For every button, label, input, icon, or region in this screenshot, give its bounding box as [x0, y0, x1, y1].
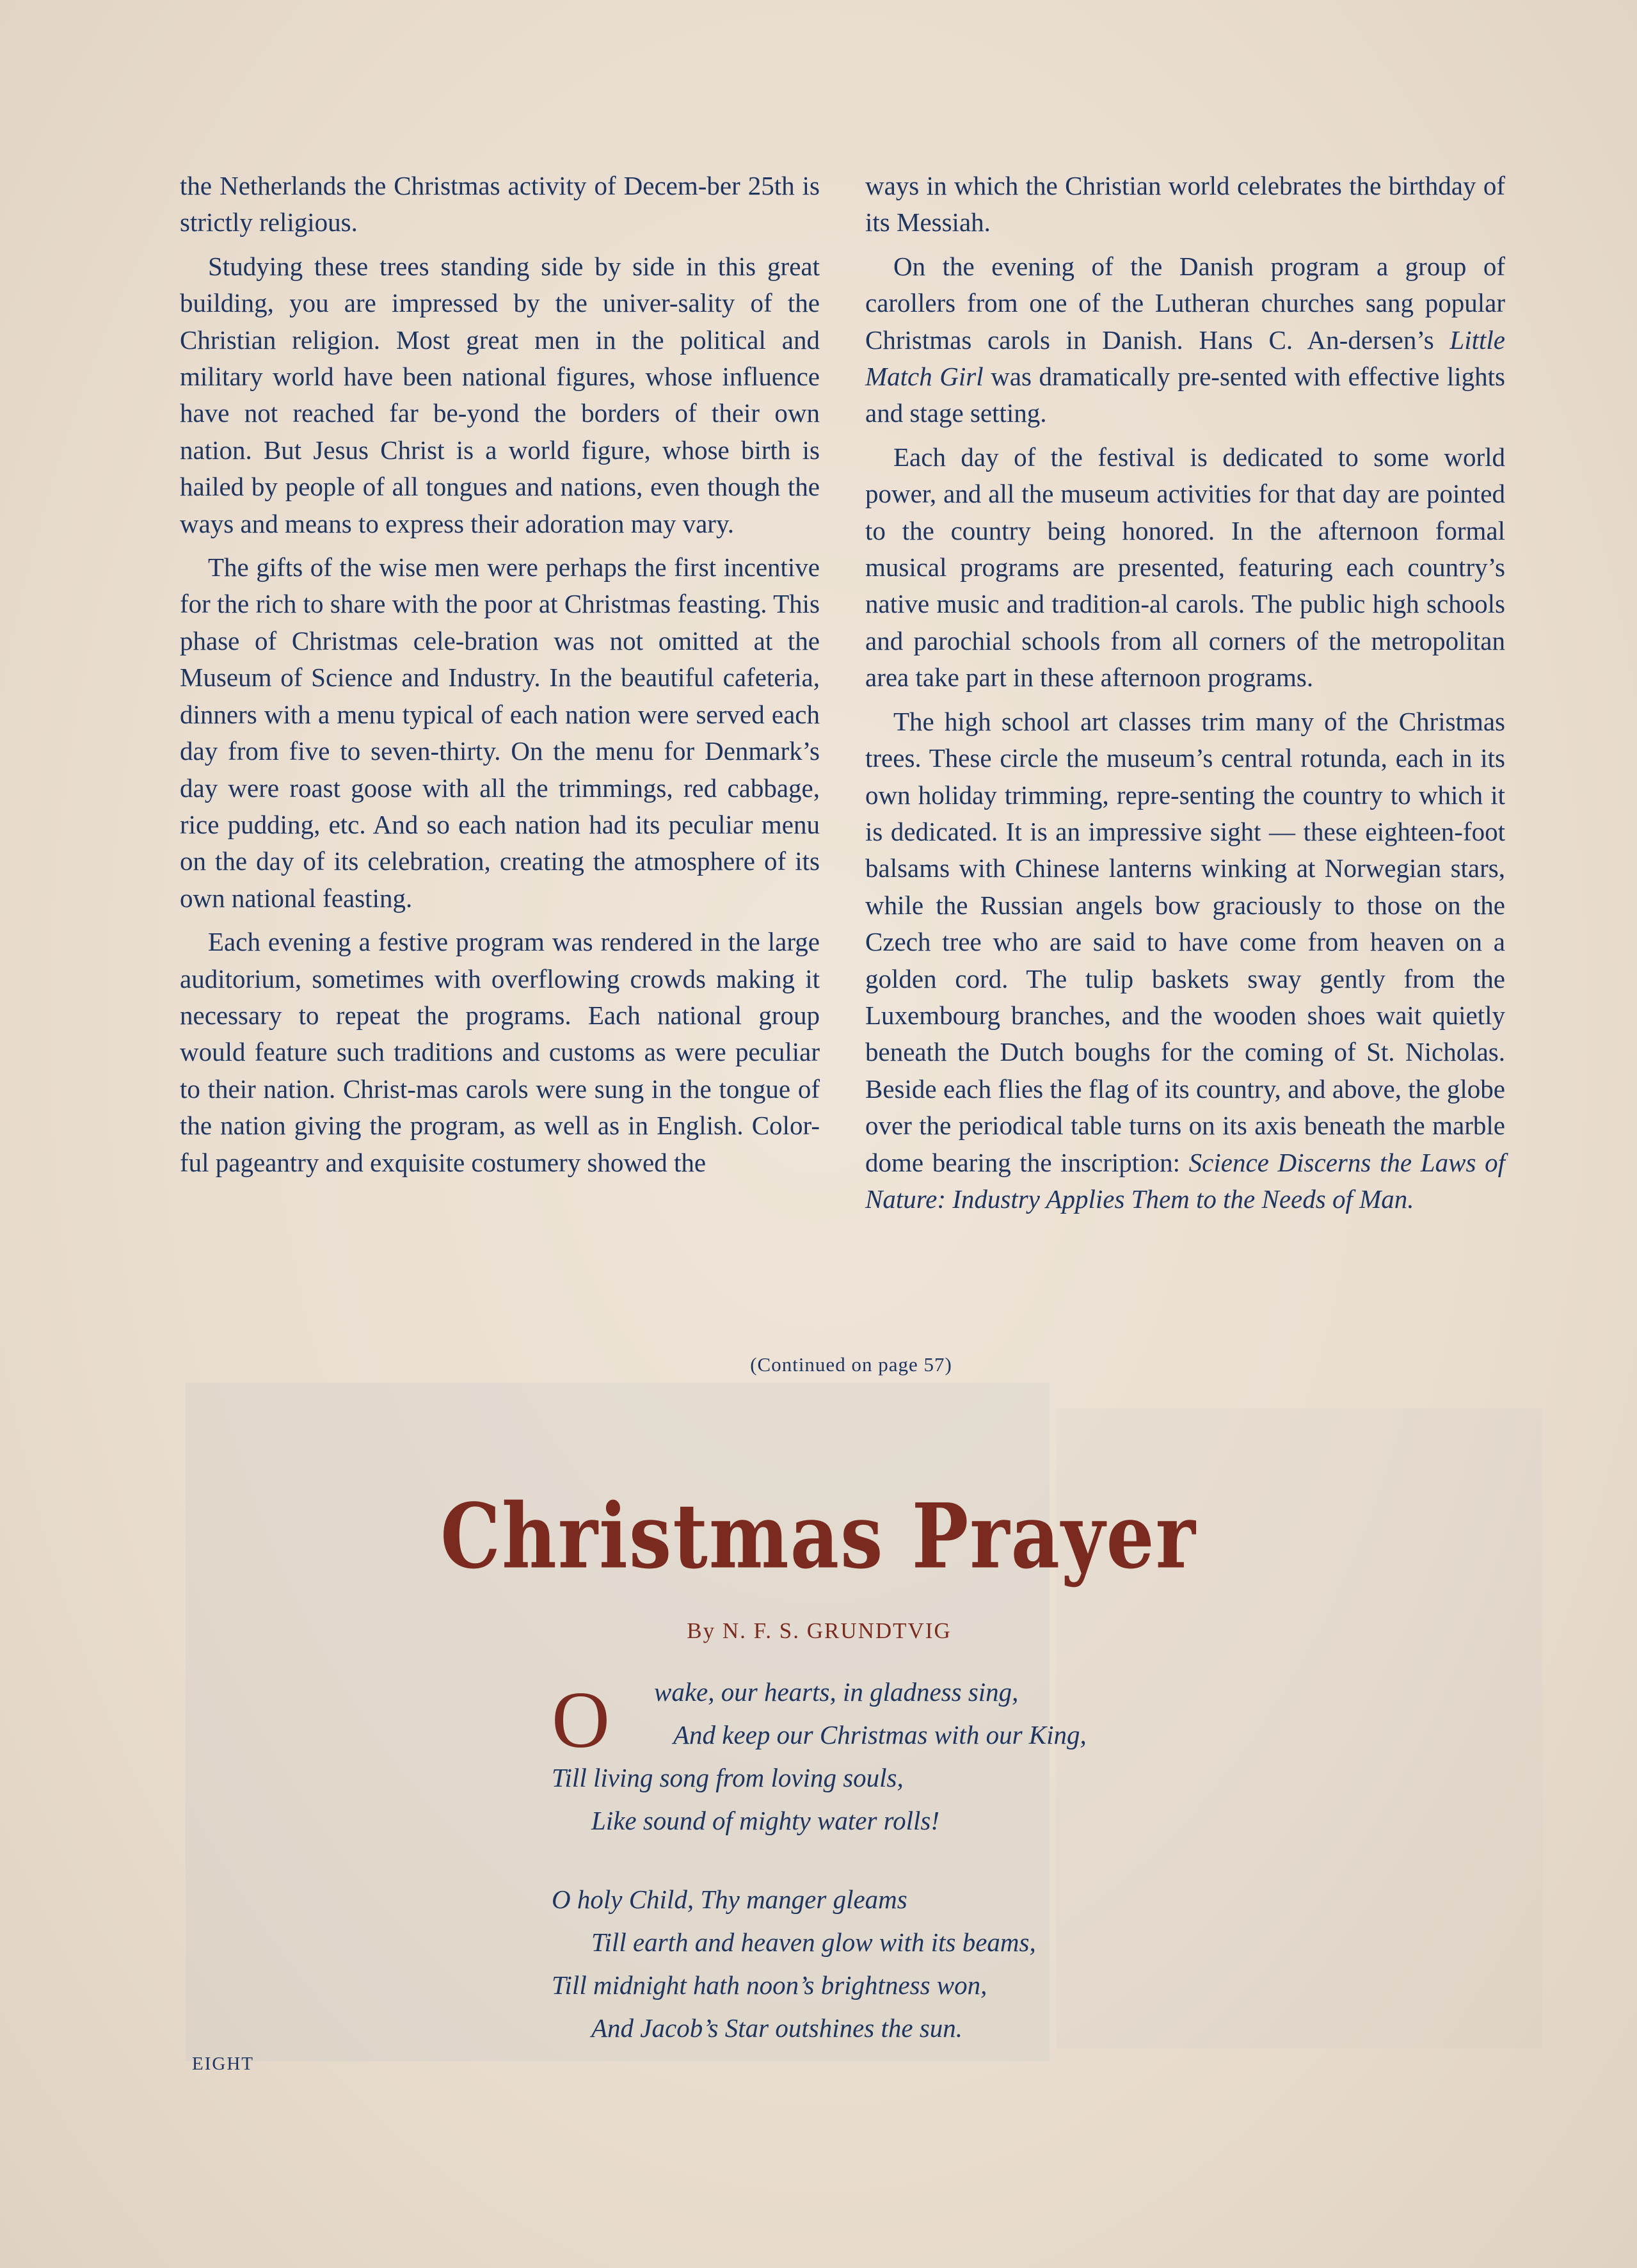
right-paragraph-2 [865, 248, 1505, 432]
right-paragraph-2-text-b: was dramatically pre-sented with effective lights and stage setting. [865, 362, 1505, 428]
drop-cap: O [552, 1676, 610, 1765]
poem-line: And keep our Christmas with our King, [673, 1720, 1087, 1749]
poem-line: And Jacob’s Star outshines the sun. [591, 2013, 963, 2043]
left-paragraph-1: the Netherlands the Christmas activity of Decem-ber 25th is strictly religious. [180, 171, 820, 237]
poem-stanza-1 [552, 1671, 1320, 1842]
poem-byline: By N. F. S. GRUNDTVIG [687, 1618, 952, 1643]
left-column [180, 168, 820, 1188]
museum-inscription: Science Discerns the Laws of Nature: Industry Applies Them to the Needs of Man. [865, 1147, 1505, 1214]
poem-line: Till earth and heaven glow with its beams, [591, 1927, 1036, 1957]
right-paragraph-4 [865, 704, 1505, 1218]
right-paragraph-3: Each day of the festival is dedicated to some world power, and all the museum activities for that day are pointed to the country being honored. In the afternoon formal musical programs are presented, featuring each country’s native music and tradition-al carols. The public high schools and parochial schools from all corners of the metropolitan area take part in these afternoon programs. [865, 442, 1505, 693]
poem-line: Like sound of mighty water rolls! [591, 1806, 939, 1835]
continued-note: (Continued on page 57) [750, 1353, 952, 1376]
poem-line: Till midnight hath noon’s brightness won, [552, 1970, 987, 2000]
poem-line: O holy Child, Thy manger gleams [552, 1885, 907, 1914]
poem-line: wake, our hearts, in gladness sing, [654, 1677, 1019, 1707]
poem-line: Till living song from loving souls, [552, 1763, 904, 1792]
right-column [865, 168, 1505, 1225]
right-paragraph-1: ways in which the Christian world celebrates the birthday of its Messiah. [865, 171, 1505, 237]
poem-title: Christmas Prayer [440, 1483, 1197, 1589]
poem-body [552, 1671, 1320, 2050]
little-match-girl-title: Little Match Girl [865, 325, 1505, 392]
left-paragraph-2: Studying these trees standing side by side in this great building, you are impressed by the univer-sality of the Christian religion. Most great men in the political and military world have been national figures, whose influence have not reached far be-yond the borders of their own nation. But Jesus Christ is a world figure, whose birth is hailed by people of all tongues and nations, even though the ways and means to express their adoration may vary. [180, 251, 820, 538]
left-paragraph-4: Each evening a festive program was rendered in the large auditorium, sometimes with overflowing crowds making it necessary to repeat the programs. Each national group would feature such traditions and customs as were peculiar to their nation. Christ-mas carols were sung in the tongue of the nation giving the program, as well as in English. Color-ful pageantry and exquisite costumery showed the [180, 927, 820, 1177]
left-paragraph-3: The gifts of the wise men were perhaps the first incentive for the rich to share with the poor at Christmas feasting. This phase of Christmas cele-bration was not omitted at the Museum of Science and Industry. In the beautiful cafeteria, dinners with a menu typical of each nation were served each day from five to seven-thirty. On the menu for Denmark’s day were roast goose with all the trimmings, red cabbage, rice pudding, etc. And so each nation had its peculiar menu on the day of its celebration, creating the atmosphere of its own national feasting. [180, 552, 820, 913]
right-paragraph-2-text-a: On the evening of the Danish program a group of carollers from one of the Lutheran churches sang popular Christmas carols in Danish. Hans C. An-dersen’s [865, 251, 1505, 355]
page-number: EIGHT [192, 2054, 254, 2074]
right-paragraph-4-text: The high school art classes trim many of the Christmas trees. These circle the museum’s central rotunda, each in its own holiday trimming, repre-senting the country to which it is dedicated. It is an impressive sight — these eighteen-foot balsams with Chinese lanterns winking at Norwegian stars, while the Russian angels bow graciously to those on the Czech tree who are said to have come from heaven on a golden cord. The tulip baskets sway gently from the Luxembourg branches, and the wooden shoes wait quietly beneath the Dutch boughs for the coming of St. Nicholas. Beside each flies the flag of its country, and above, the globe over the periodical table turns on its axis beneath the marble dome bearing the inscription: [865, 706, 1505, 1177]
poem-stanza-2 [552, 1878, 1320, 2050]
